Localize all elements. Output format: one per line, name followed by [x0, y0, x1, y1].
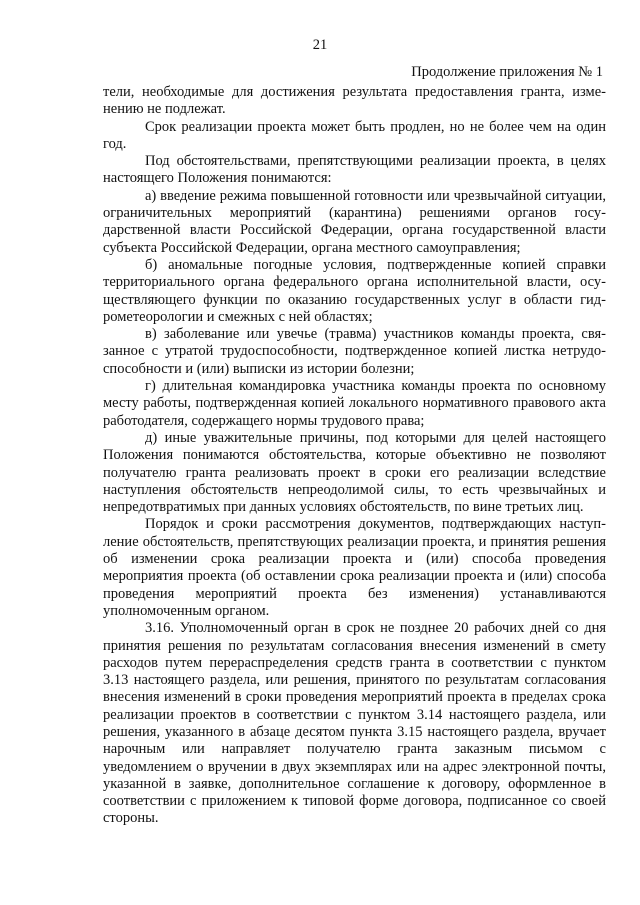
page-number: 21 — [312, 37, 328, 53]
paragraph: Порядок и сроки рассмотрения документов, подтверждающих наступление обстоятельств, препятствующих реализации проекта, и принятия решения об изменении срока реализации проекта и (или) способа проведения мероприятия проекта (об оставлении срока реализации проекта и (или) способа проведения мероприятий проекта без изменения) устанавливаются уполномоченным органом. — [103, 516, 606, 619]
paragraph: Под обстоятельствами, препятствующими реализации проекта, в целях настоящего Положения понимаются: — [103, 153, 606, 187]
section-3-16: 3.16. Уполномоченный орган в срок не позднее 20 рабочих дней со дня принятия решения по результатам согласования внесения изменений в смету расходов путем перераспределения средств гранта в соответствии с пунктом 3.13 настоящего раздела, или решения, принятого по результатам согласования внесения изменений в сроки проведения мероприятий проекта в пределах срока реализации проектов в соответствии с пунктом 3.14 настоящего раздела, или решения, указанного в абзаце десятом пункта 3.15 настоящего раздела, вручает нарочным или направляет получателю гранта заказным письмом с уведомлением о вручении в двух экземплярах или на адрес электронной почты, указанной в заявке, дополнительное соглашение к договору, оформленное в соответствии с приложением к типовой форме договора, подписанное со своей стороны. — [103, 620, 606, 827]
list-item-b: б) аномальные погодные условия, подтвержденные копией справки территориального органа федерального органа исполнительной власти, осуществляющего функции по оказанию государственных услуг в области гидрометеорологии и смежных с ней областях; — [103, 256, 606, 325]
list-item-v: в) заболевание или увечье (травма) участников команды проекта, связанное с утратой трудоспособности, подтвержденное копией листка нетрудоспособности и (или) выписки из истории болезни; — [103, 326, 606, 377]
list-item-g: г) длительная командировка участника команды проекта по основному месту работы, подтвержденная копией локального нормативного правового акта работодателя, содержащего нормы трудового права; — [103, 378, 606, 429]
list-item-d: д) иные уважительные причины, под которыми для целей настоящего Положения понимаются обстоятельства, которые объективно не позволяют получателю гранта реализовать проект в сроки его реализации вследствие наступления обстоятельств непреодолимой силы, то есть чрезвычайных и непредотвратимых при данных условиях обстоятельств, по вине третьих лиц. — [103, 429, 606, 516]
appendix-continuation-note: Продолжение приложения № 1 — [411, 64, 603, 80]
document-body — [103, 84, 606, 828]
paragraph: Срок реализации проекта может быть продлен, но не более чем на один год. — [103, 118, 606, 152]
list-item-a: а) введение режима повышенной готовности или чрезвычайной ситуации, ограничительных мероприятий (карантина) решениями органов государственной власти Российской Федерации, органа государственной власти субъекта Российской Федерации, органа местного самоуправления; — [103, 187, 606, 256]
paragraph: тели, необходимые для достижения результата предоставления гранта, изменению не подлежат. — [103, 84, 606, 118]
